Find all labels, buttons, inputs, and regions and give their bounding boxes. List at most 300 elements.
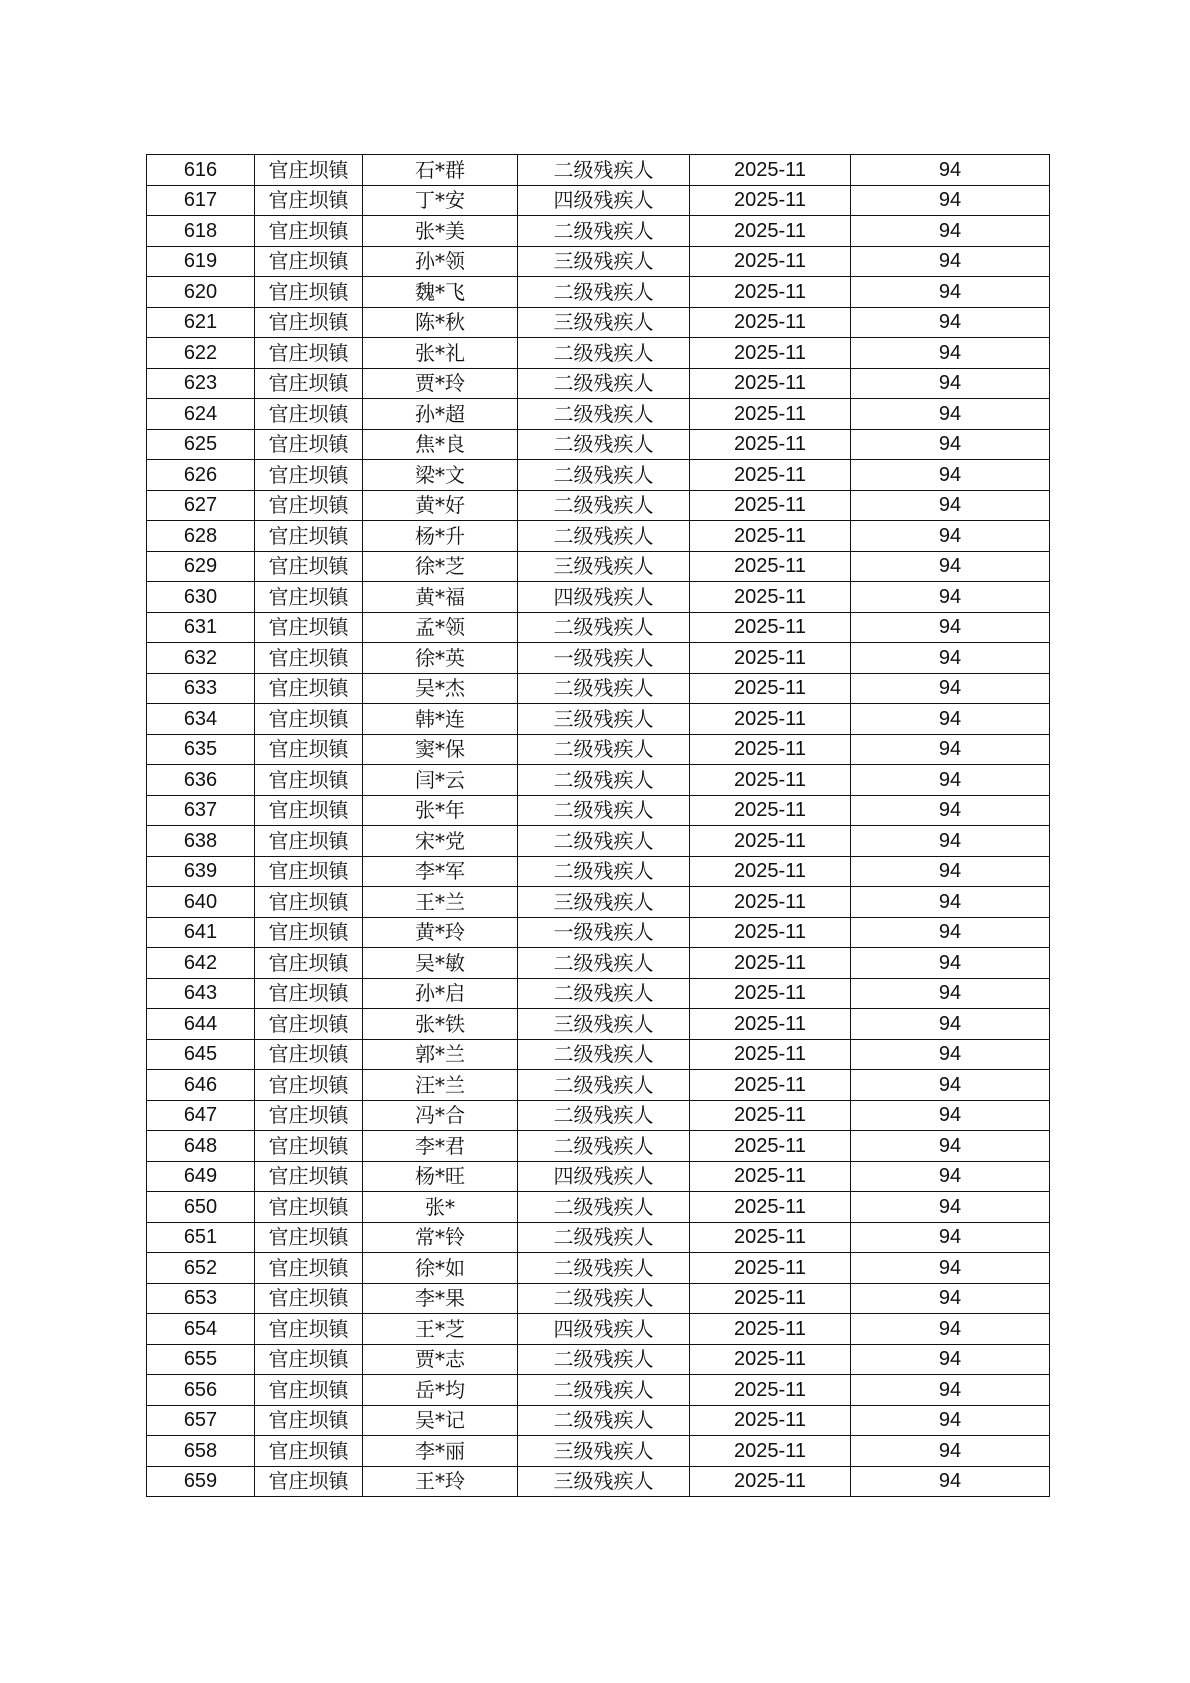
name-cell: 孟*领 <box>363 612 518 643</box>
town-cell: 官庄坝镇 <box>255 1039 363 1070</box>
amount-cell: 94 <box>851 551 1050 582</box>
name-cell: 闫*云 <box>363 765 518 796</box>
month-cell: 2025-11 <box>690 338 851 369</box>
row-number-cell: 651 <box>147 1222 255 1253</box>
table-row <box>147 1222 1050 1253</box>
table-row <box>147 429 1050 460</box>
disability-level-cell: 二级残疾人 <box>518 155 690 186</box>
month-cell: 2025-11 <box>690 216 851 247</box>
town-cell: 官庄坝镇 <box>255 734 363 765</box>
disability-level-cell: 二级残疾人 <box>518 673 690 704</box>
table-row <box>147 216 1050 247</box>
amount-cell: 94 <box>851 1131 1050 1162</box>
name-cell: 张*铁 <box>363 1009 518 1040</box>
town-cell: 官庄坝镇 <box>255 307 363 338</box>
name-cell: 徐*如 <box>363 1253 518 1284</box>
town-cell: 官庄坝镇 <box>255 1253 363 1284</box>
town-cell: 官庄坝镇 <box>255 978 363 1009</box>
disability-level-cell: 二级残疾人 <box>518 856 690 887</box>
table-row <box>147 826 1050 857</box>
town-cell: 官庄坝镇 <box>255 185 363 216</box>
town-cell: 官庄坝镇 <box>255 643 363 674</box>
town-cell: 官庄坝镇 <box>255 368 363 399</box>
town-cell: 官庄坝镇 <box>255 338 363 369</box>
amount-cell: 94 <box>851 1009 1050 1040</box>
name-cell: 贾*玲 <box>363 368 518 399</box>
month-cell: 2025-11 <box>690 765 851 796</box>
town-cell: 官庄坝镇 <box>255 765 363 796</box>
row-number-cell: 650 <box>147 1192 255 1223</box>
month-cell: 2025-11 <box>690 856 851 887</box>
row-number-cell: 618 <box>147 216 255 247</box>
month-cell: 2025-11 <box>690 1253 851 1284</box>
row-number-cell: 632 <box>147 643 255 674</box>
disability-level-cell: 二级残疾人 <box>518 1100 690 1131</box>
row-number-cell: 657 <box>147 1405 255 1436</box>
name-cell: 徐*英 <box>363 643 518 674</box>
name-cell: 宋*党 <box>363 826 518 857</box>
disability-level-cell: 二级残疾人 <box>518 216 690 247</box>
disability-level-cell: 三级残疾人 <box>518 307 690 338</box>
disability-level-cell: 二级残疾人 <box>518 1405 690 1436</box>
beneficiary-table <box>146 154 1050 1497</box>
row-number-cell: 620 <box>147 277 255 308</box>
row-number-cell: 633 <box>147 673 255 704</box>
table-row <box>147 1436 1050 1467</box>
disability-level-cell: 二级残疾人 <box>518 1283 690 1314</box>
disability-level-cell: 二级残疾人 <box>518 1192 690 1223</box>
table-row <box>147 917 1050 948</box>
month-cell: 2025-11 <box>690 155 851 186</box>
month-cell: 2025-11 <box>690 734 851 765</box>
disability-level-cell: 二级残疾人 <box>518 1039 690 1070</box>
disability-level-cell: 二级残疾人 <box>518 1070 690 1101</box>
town-cell: 官庄坝镇 <box>255 521 363 552</box>
row-number-cell: 638 <box>147 826 255 857</box>
table-row <box>147 704 1050 735</box>
row-number-cell: 634 <box>147 704 255 735</box>
table-row <box>147 1100 1050 1131</box>
table-row <box>147 948 1050 979</box>
month-cell: 2025-11 <box>690 1192 851 1223</box>
town-cell: 官庄坝镇 <box>255 1100 363 1131</box>
table-row <box>147 277 1050 308</box>
table-row <box>147 978 1050 1009</box>
amount-cell: 94 <box>851 307 1050 338</box>
table-row <box>147 795 1050 826</box>
month-cell: 2025-11 <box>690 887 851 918</box>
month-cell: 2025-11 <box>690 1375 851 1406</box>
month-cell: 2025-11 <box>690 368 851 399</box>
row-number-cell: 646 <box>147 1070 255 1101</box>
town-cell: 官庄坝镇 <box>255 1283 363 1314</box>
table-row <box>147 734 1050 765</box>
name-cell: 石*群 <box>363 155 518 186</box>
disability-level-cell: 二级残疾人 <box>518 338 690 369</box>
month-cell: 2025-11 <box>690 246 851 277</box>
amount-cell: 94 <box>851 1192 1050 1223</box>
month-cell: 2025-11 <box>690 1314 851 1345</box>
town-cell: 官庄坝镇 <box>255 1222 363 1253</box>
disability-level-cell: 四级残疾人 <box>518 185 690 216</box>
row-number-cell: 654 <box>147 1314 255 1345</box>
amount-cell: 94 <box>851 1375 1050 1406</box>
town-cell: 官庄坝镇 <box>255 1192 363 1223</box>
name-cell: 张*礼 <box>363 338 518 369</box>
amount-cell: 94 <box>851 155 1050 186</box>
town-cell: 官庄坝镇 <box>255 948 363 979</box>
name-cell: 孙*领 <box>363 246 518 277</box>
month-cell: 2025-11 <box>690 307 851 338</box>
amount-cell: 94 <box>851 429 1050 460</box>
town-cell: 官庄坝镇 <box>255 1466 363 1497</box>
table-row <box>147 1161 1050 1192</box>
disability-level-cell: 二级残疾人 <box>518 612 690 643</box>
town-cell: 官庄坝镇 <box>255 795 363 826</box>
name-cell: 吴*杰 <box>363 673 518 704</box>
name-cell: 王*兰 <box>363 887 518 918</box>
month-cell: 2025-11 <box>690 460 851 491</box>
table-row <box>147 399 1050 430</box>
town-cell: 官庄坝镇 <box>255 1375 363 1406</box>
name-cell: 孙*启 <box>363 978 518 1009</box>
town-cell: 官庄坝镇 <box>255 612 363 643</box>
amount-cell: 94 <box>851 1314 1050 1345</box>
month-cell: 2025-11 <box>690 1405 851 1436</box>
row-number-cell: 619 <box>147 246 255 277</box>
town-cell: 官庄坝镇 <box>255 887 363 918</box>
table-row <box>147 1131 1050 1162</box>
row-number-cell: 656 <box>147 1375 255 1406</box>
row-number-cell: 624 <box>147 399 255 430</box>
amount-cell: 94 <box>851 1222 1050 1253</box>
month-cell: 2025-11 <box>690 612 851 643</box>
name-cell: 张* <box>363 1192 518 1223</box>
row-number-cell: 652 <box>147 1253 255 1284</box>
town-cell: 官庄坝镇 <box>255 551 363 582</box>
name-cell: 梁*文 <box>363 460 518 491</box>
amount-cell: 94 <box>851 887 1050 918</box>
table-row <box>147 490 1050 521</box>
table-row <box>147 307 1050 338</box>
row-number-cell: 621 <box>147 307 255 338</box>
row-number-cell: 659 <box>147 1466 255 1497</box>
table-row <box>147 185 1050 216</box>
disability-level-cell: 四级残疾人 <box>518 1161 690 1192</box>
amount-cell: 94 <box>851 490 1050 521</box>
amount-cell: 94 <box>851 460 1050 491</box>
month-cell: 2025-11 <box>690 948 851 979</box>
month-cell: 2025-11 <box>690 1466 851 1497</box>
town-cell: 官庄坝镇 <box>255 1070 363 1101</box>
row-number-cell: 628 <box>147 521 255 552</box>
name-cell: 黄*玲 <box>363 917 518 948</box>
amount-cell: 94 <box>851 1161 1050 1192</box>
name-cell: 汪*兰 <box>363 1070 518 1101</box>
disability-level-cell: 三级残疾人 <box>518 1009 690 1040</box>
amount-cell: 94 <box>851 643 1050 674</box>
month-cell: 2025-11 <box>690 277 851 308</box>
disability-level-cell: 二级残疾人 <box>518 1253 690 1284</box>
row-number-cell: 653 <box>147 1283 255 1314</box>
table-row <box>147 1314 1050 1345</box>
row-number-cell: 623 <box>147 368 255 399</box>
name-cell: 岳*均 <box>363 1375 518 1406</box>
name-cell: 杨*升 <box>363 521 518 552</box>
disability-level-cell: 四级残疾人 <box>518 1314 690 1345</box>
name-cell: 孙*超 <box>363 399 518 430</box>
name-cell: 冯*合 <box>363 1100 518 1131</box>
disability-level-cell: 一级残疾人 <box>518 917 690 948</box>
name-cell: 李*丽 <box>363 1436 518 1467</box>
amount-cell: 94 <box>851 673 1050 704</box>
disability-level-cell: 三级残疾人 <box>518 1436 690 1467</box>
month-cell: 2025-11 <box>690 429 851 460</box>
month-cell: 2025-11 <box>690 1283 851 1314</box>
name-cell: 魏*飞 <box>363 277 518 308</box>
row-number-cell: 637 <box>147 795 255 826</box>
row-number-cell: 642 <box>147 948 255 979</box>
row-number-cell: 644 <box>147 1009 255 1040</box>
month-cell: 2025-11 <box>690 1009 851 1040</box>
town-cell: 官庄坝镇 <box>255 1009 363 1040</box>
disability-level-cell: 二级残疾人 <box>518 1344 690 1375</box>
amount-cell: 94 <box>851 338 1050 369</box>
town-cell: 官庄坝镇 <box>255 1131 363 1162</box>
disability-level-cell: 三级残疾人 <box>518 246 690 277</box>
name-cell: 丁*安 <box>363 185 518 216</box>
name-cell: 窦*保 <box>363 734 518 765</box>
amount-cell: 94 <box>851 1466 1050 1497</box>
table-row <box>147 1039 1050 1070</box>
town-cell: 官庄坝镇 <box>255 1405 363 1436</box>
table-row <box>147 1405 1050 1436</box>
row-number-cell: 647 <box>147 1100 255 1131</box>
town-cell: 官庄坝镇 <box>255 216 363 247</box>
name-cell: 黄*福 <box>363 582 518 613</box>
town-cell: 官庄坝镇 <box>255 826 363 857</box>
name-cell: 韩*连 <box>363 704 518 735</box>
amount-cell: 94 <box>851 765 1050 796</box>
table-row <box>147 582 1050 613</box>
town-cell: 官庄坝镇 <box>255 490 363 521</box>
month-cell: 2025-11 <box>690 1100 851 1131</box>
disability-level-cell: 二级残疾人 <box>518 734 690 765</box>
name-cell: 常*铃 <box>363 1222 518 1253</box>
name-cell: 陈*秋 <box>363 307 518 338</box>
disability-level-cell: 二级残疾人 <box>518 1375 690 1406</box>
town-cell: 官庄坝镇 <box>255 582 363 613</box>
table-row <box>147 155 1050 186</box>
name-cell: 张*美 <box>363 216 518 247</box>
disability-level-cell: 二级残疾人 <box>518 399 690 430</box>
row-number-cell: 636 <box>147 765 255 796</box>
disability-level-cell: 二级残疾人 <box>518 460 690 491</box>
row-number-cell: 625 <box>147 429 255 460</box>
month-cell: 2025-11 <box>690 1161 851 1192</box>
town-cell: 官庄坝镇 <box>255 277 363 308</box>
row-number-cell: 616 <box>147 155 255 186</box>
town-cell: 官庄坝镇 <box>255 246 363 277</box>
amount-cell: 94 <box>851 277 1050 308</box>
disability-level-cell: 二级残疾人 <box>518 490 690 521</box>
disability-level-cell: 二级残疾人 <box>518 978 690 1009</box>
disability-level-cell: 三级残疾人 <box>518 704 690 735</box>
month-cell: 2025-11 <box>690 1222 851 1253</box>
disability-level-cell: 二级残疾人 <box>518 429 690 460</box>
table-row <box>147 551 1050 582</box>
disability-level-cell: 二级残疾人 <box>518 368 690 399</box>
month-cell: 2025-11 <box>690 1070 851 1101</box>
amount-cell: 94 <box>851 704 1050 735</box>
row-number-cell: 617 <box>147 185 255 216</box>
name-cell: 李*军 <box>363 856 518 887</box>
name-cell: 王*玲 <box>363 1466 518 1497</box>
row-number-cell: 639 <box>147 856 255 887</box>
town-cell: 官庄坝镇 <box>255 673 363 704</box>
amount-cell: 94 <box>851 948 1050 979</box>
month-cell: 2025-11 <box>690 399 851 430</box>
amount-cell: 94 <box>851 1100 1050 1131</box>
amount-cell: 94 <box>851 856 1050 887</box>
amount-cell: 94 <box>851 917 1050 948</box>
row-number-cell: 649 <box>147 1161 255 1192</box>
table-row <box>147 521 1050 552</box>
row-number-cell: 629 <box>147 551 255 582</box>
town-cell: 官庄坝镇 <box>255 155 363 186</box>
table-row <box>147 765 1050 796</box>
disability-level-cell: 二级残疾人 <box>518 277 690 308</box>
row-number-cell: 648 <box>147 1131 255 1162</box>
amount-cell: 94 <box>851 1344 1050 1375</box>
month-cell: 2025-11 <box>690 582 851 613</box>
disability-level-cell: 二级残疾人 <box>518 521 690 552</box>
table-row <box>147 887 1050 918</box>
amount-cell: 94 <box>851 399 1050 430</box>
amount-cell: 94 <box>851 368 1050 399</box>
table-row <box>147 1344 1050 1375</box>
table-body <box>147 155 1050 1497</box>
town-cell: 官庄坝镇 <box>255 399 363 430</box>
town-cell: 官庄坝镇 <box>255 856 363 887</box>
name-cell: 徐*芝 <box>363 551 518 582</box>
name-cell: 李*君 <box>363 1131 518 1162</box>
amount-cell: 94 <box>851 246 1050 277</box>
disability-level-cell: 二级残疾人 <box>518 1131 690 1162</box>
month-cell: 2025-11 <box>690 1436 851 1467</box>
month-cell: 2025-11 <box>690 795 851 826</box>
amount-cell: 94 <box>851 1283 1050 1314</box>
disability-level-cell: 三级残疾人 <box>518 551 690 582</box>
table-row <box>147 1375 1050 1406</box>
town-cell: 官庄坝镇 <box>255 429 363 460</box>
name-cell: 贾*志 <box>363 1344 518 1375</box>
table-row <box>147 1070 1050 1101</box>
row-number-cell: 631 <box>147 612 255 643</box>
table-row <box>147 1466 1050 1497</box>
month-cell: 2025-11 <box>690 521 851 552</box>
disability-level-cell: 四级残疾人 <box>518 582 690 613</box>
town-cell: 官庄坝镇 <box>255 704 363 735</box>
amount-cell: 94 <box>851 185 1050 216</box>
month-cell: 2025-11 <box>690 704 851 735</box>
table-row <box>147 1283 1050 1314</box>
month-cell: 2025-11 <box>690 643 851 674</box>
table-row <box>147 643 1050 674</box>
table-row <box>147 1192 1050 1223</box>
row-number-cell: 655 <box>147 1344 255 1375</box>
row-number-cell: 640 <box>147 887 255 918</box>
town-cell: 官庄坝镇 <box>255 1314 363 1345</box>
amount-cell: 94 <box>851 1253 1050 1284</box>
table-row <box>147 1253 1050 1284</box>
disability-level-cell: 二级残疾人 <box>518 765 690 796</box>
table-row <box>147 673 1050 704</box>
table-row <box>147 460 1050 491</box>
name-cell: 焦*良 <box>363 429 518 460</box>
amount-cell: 94 <box>851 826 1050 857</box>
table-row <box>147 368 1050 399</box>
amount-cell: 94 <box>851 216 1050 247</box>
row-number-cell: 622 <box>147 338 255 369</box>
month-cell: 2025-11 <box>690 1131 851 1162</box>
disability-level-cell: 二级残疾人 <box>518 948 690 979</box>
name-cell: 吴*记 <box>363 1405 518 1436</box>
disability-level-cell: 二级残疾人 <box>518 826 690 857</box>
name-cell: 张*年 <box>363 795 518 826</box>
table-row <box>147 246 1050 277</box>
amount-cell: 94 <box>851 734 1050 765</box>
town-cell: 官庄坝镇 <box>255 917 363 948</box>
disability-level-cell: 二级残疾人 <box>518 1222 690 1253</box>
month-cell: 2025-11 <box>690 1344 851 1375</box>
amount-cell: 94 <box>851 795 1050 826</box>
disability-level-cell: 三级残疾人 <box>518 1466 690 1497</box>
name-cell: 杨*旺 <box>363 1161 518 1192</box>
name-cell: 吴*敏 <box>363 948 518 979</box>
table-row <box>147 1009 1050 1040</box>
amount-cell: 94 <box>851 1436 1050 1467</box>
town-cell: 官庄坝镇 <box>255 1344 363 1375</box>
row-number-cell: 641 <box>147 917 255 948</box>
name-cell: 郭*兰 <box>363 1039 518 1070</box>
month-cell: 2025-11 <box>690 490 851 521</box>
town-cell: 官庄坝镇 <box>255 1161 363 1192</box>
row-number-cell: 635 <box>147 734 255 765</box>
row-number-cell: 645 <box>147 1039 255 1070</box>
row-number-cell: 630 <box>147 582 255 613</box>
table-row <box>147 612 1050 643</box>
month-cell: 2025-11 <box>690 917 851 948</box>
month-cell: 2025-11 <box>690 978 851 1009</box>
row-number-cell: 643 <box>147 978 255 1009</box>
disability-level-cell: 三级残疾人 <box>518 887 690 918</box>
amount-cell: 94 <box>851 612 1050 643</box>
month-cell: 2025-11 <box>690 673 851 704</box>
name-cell: 黄*好 <box>363 490 518 521</box>
amount-cell: 94 <box>851 1039 1050 1070</box>
name-cell: 李*果 <box>363 1283 518 1314</box>
disability-level-cell: 一级残疾人 <box>518 643 690 674</box>
name-cell: 王*芝 <box>363 1314 518 1345</box>
town-cell: 官庄坝镇 <box>255 460 363 491</box>
row-number-cell: 626 <box>147 460 255 491</box>
month-cell: 2025-11 <box>690 551 851 582</box>
month-cell: 2025-11 <box>690 826 851 857</box>
month-cell: 2025-11 <box>690 185 851 216</box>
disability-level-cell: 二级残疾人 <box>518 795 690 826</box>
month-cell: 2025-11 <box>690 1039 851 1070</box>
